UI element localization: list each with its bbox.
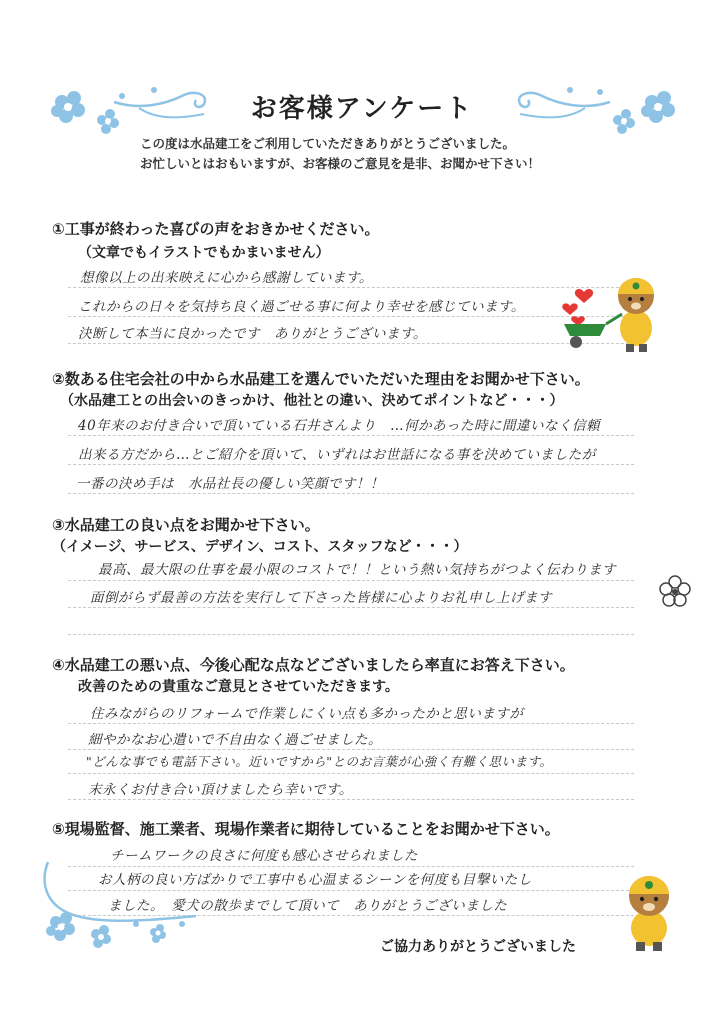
question-1-answer-2: これからの日々を気持ち良く過ごせる事に何より幸せを感じています。 — [78, 299, 525, 315]
page-title: お客様アンケート — [250, 94, 474, 124]
intro-line-1: この度は水品建工をご利用していただきありがとうございました。 — [140, 136, 516, 151]
answer-rule — [68, 799, 634, 800]
question-4-answer-3: "どんな事でも電話下さい。近いですから"とのお言葉が心強く有難く思います。 — [86, 754, 553, 769]
question-2-answer-2: 出来る方だから…とご紹介を頂いて、いずれはお世話になる事を決めていましたが — [78, 447, 596, 463]
question-4-answer-4: 末永くお付き合い頂けましたら幸いです。 — [88, 782, 353, 798]
question-3-answer-2: 面倒がらず最善の方法を実行して下さった皆様に心よりお礼申し上げます — [90, 590, 552, 606]
question-2-subheading: （水品建工との出会いのきっかけ、他社との違い、決めてポイントなど・・・） — [60, 393, 564, 409]
question-1-subheading: （文章でもイラストでもかまいません） — [78, 245, 330, 261]
answer-rule — [68, 773, 634, 774]
question-5-heading: ⑤現場監督、施工業者、現場作業者に期待していることをお聞かせ下さい。 — [52, 820, 560, 838]
answer-rule — [68, 464, 634, 465]
answer-rule — [68, 316, 634, 317]
bear-with-cart-illustration — [556, 266, 666, 354]
intro-line-2: お忙しいとはおもいますが、お客様のご意見を是非、お聞かせ下さい！ — [140, 156, 541, 171]
answer-rule — [68, 607, 634, 608]
question-5-answer-3: ました。 愛犬の散歩までして頂いて ありがとうございました — [108, 898, 508, 914]
question-2-answer-3: 一番の決め手は 水品社長の優しい笑顔です！！ — [76, 476, 384, 492]
answer-rule — [68, 287, 634, 288]
question-1-answer-1: 想像以上の出来映えに心から感謝しています。 — [80, 270, 373, 286]
answer-rule — [68, 493, 634, 494]
answer-rule — [68, 435, 634, 436]
question-3-subheading: （イメージ、サービス、デザイン、コスト、スタッフなど・・・） — [52, 539, 468, 555]
answer-rule — [68, 580, 634, 581]
question-2-answer-1: 40年来のお付き合いで頂いている石井さんより …何かあった時に間違いなく信頼 — [78, 418, 601, 434]
question-4-heading: ④水品建工の悪い点、今後心配な点などございましたら率直にお答え下さい。 — [52, 656, 575, 674]
answer-rule — [68, 634, 634, 635]
question-2-heading: ②数ある住宅会社の中から水品建工を選んでいただいた理由をお聞かせ下さい。 — [52, 370, 590, 388]
closing-thanks: ご協力ありがとうございました — [380, 939, 576, 955]
question-1-heading: ①工事が終わった喜びの声をおきかせください。 — [52, 220, 380, 238]
bear-icon — [618, 278, 654, 352]
question-3-heading: ③水品建工の良い点をお聞かせ下さい。 — [52, 516, 320, 534]
heart-icon — [562, 289, 593, 326]
answer-rule — [68, 749, 634, 750]
flower-icon — [46, 912, 185, 948]
question-5-answer-2: お人柄の良い方ばかりで工事中も心温まるシーンを何度も目撃いたし — [98, 872, 532, 888]
bear-icon — [629, 876, 669, 951]
answer-rule — [68, 723, 634, 724]
flower-icon — [658, 574, 692, 608]
answer-rule — [68, 343, 634, 344]
question-4-subheading: 改善のための貴重なご意見とさせていただきます。 — [78, 679, 399, 695]
question-5-answer-1: チームワークの良さに何度も感心させられました — [110, 848, 418, 864]
question-4-answer-2: 細やかなお心遣いで不自由なく過ごせました。 — [88, 732, 382, 748]
footer-flower-decoration — [36, 852, 206, 952]
question-3-answer-1: 最高、最大限の仕事を最小限のコストで！！という熱い気持ちがつよく伝わります — [98, 562, 616, 578]
bear-illustration — [616, 864, 682, 952]
question-4-answer-1: 住みながらのリフォームで作業しにくい点も多かったかと思いますが — [90, 706, 524, 722]
question-1-answer-3: 決断して本当に良かったです ありがとうございます。 — [78, 326, 427, 342]
